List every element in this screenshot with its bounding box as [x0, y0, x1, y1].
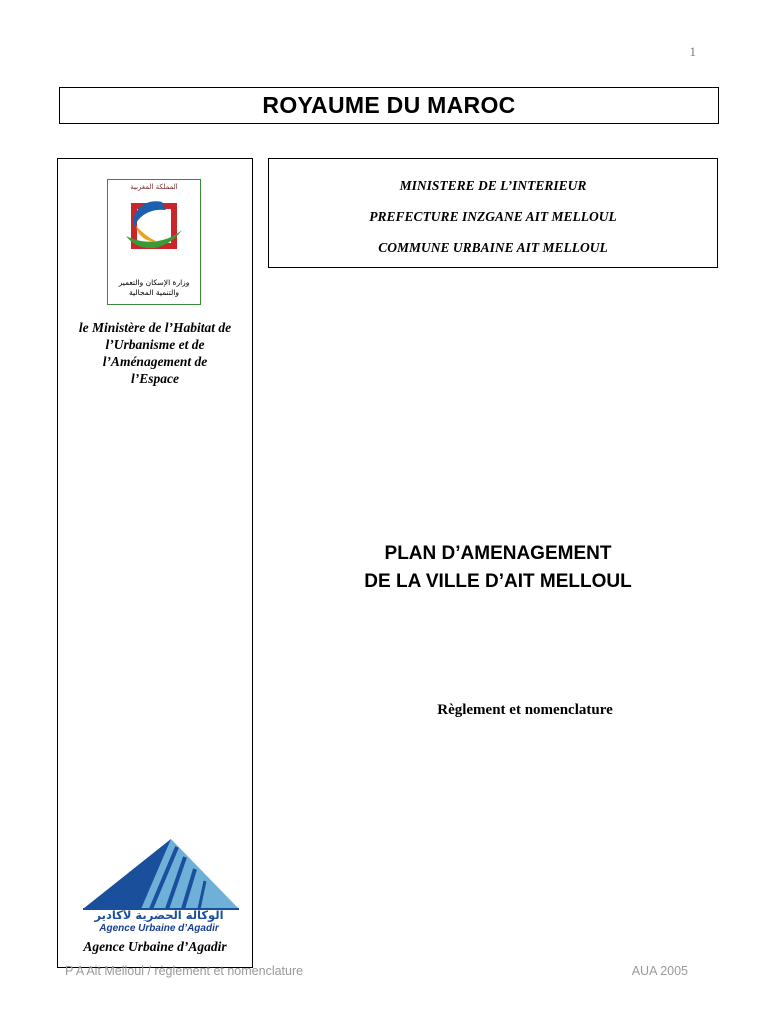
plan-title-line2: DE LA VILLE D’AIT MELLOUL [364, 571, 632, 592]
ministry-logo-arabic-line1: وزارة الإسكان والتعمير [118, 278, 190, 287]
country-title: ROYAUME DU MAROC [262, 92, 516, 118]
country-header-box [59, 87, 719, 124]
admin-line-prefecture: PREFECTURE INZGANE AIT MELLOUL [369, 209, 617, 224]
ministry-name-line: l’Urbanisme et de [105, 337, 205, 352]
administration-header-box [268, 158, 718, 268]
agency-logo-arabic: الوكالة الحضرية لأكادير [94, 908, 224, 922]
ministry-logo-arabic-top: المملكة المغربية [130, 183, 178, 191]
ministry-name-line: l’Aménagement de [102, 354, 208, 369]
plan-title [268, 540, 728, 596]
sidebar-panel [57, 158, 253, 968]
page-number: 1 [689, 44, 696, 59]
ministry-name [62, 319, 248, 387]
document-subtitle: Règlement et nomenclature [437, 702, 613, 718]
agency-caption: Agence Urbaine d’Agadir [83, 939, 227, 954]
ministry-logo-arabic-bottom [108, 278, 200, 298]
ministry-name-line: l’Espace [131, 371, 179, 386]
ministry-emblem-icon [122, 196, 186, 260]
agency-logo-latin: Agence Urbaine d’Agadir [99, 923, 219, 934]
ministry-name-line: le Ministère de l’Habitat de [78, 320, 232, 335]
footer-right-text: AUA 2005 [631, 964, 688, 978]
ministry-logo [107, 179, 201, 305]
admin-line-commune: COMMUNE URBAINE AIT MELLOUL [378, 240, 608, 255]
ministry-logo-arabic-line2: والتنمية المجالية [129, 288, 179, 297]
plan-title-line1: PLAN D’AMENAGEMENT [384, 543, 612, 564]
admin-line-ministry: MINISTERE DE L’INTERIEUR [399, 178, 587, 193]
footer-left-text: P A Ait Melloul / règlement et nomenclature [65, 964, 304, 978]
